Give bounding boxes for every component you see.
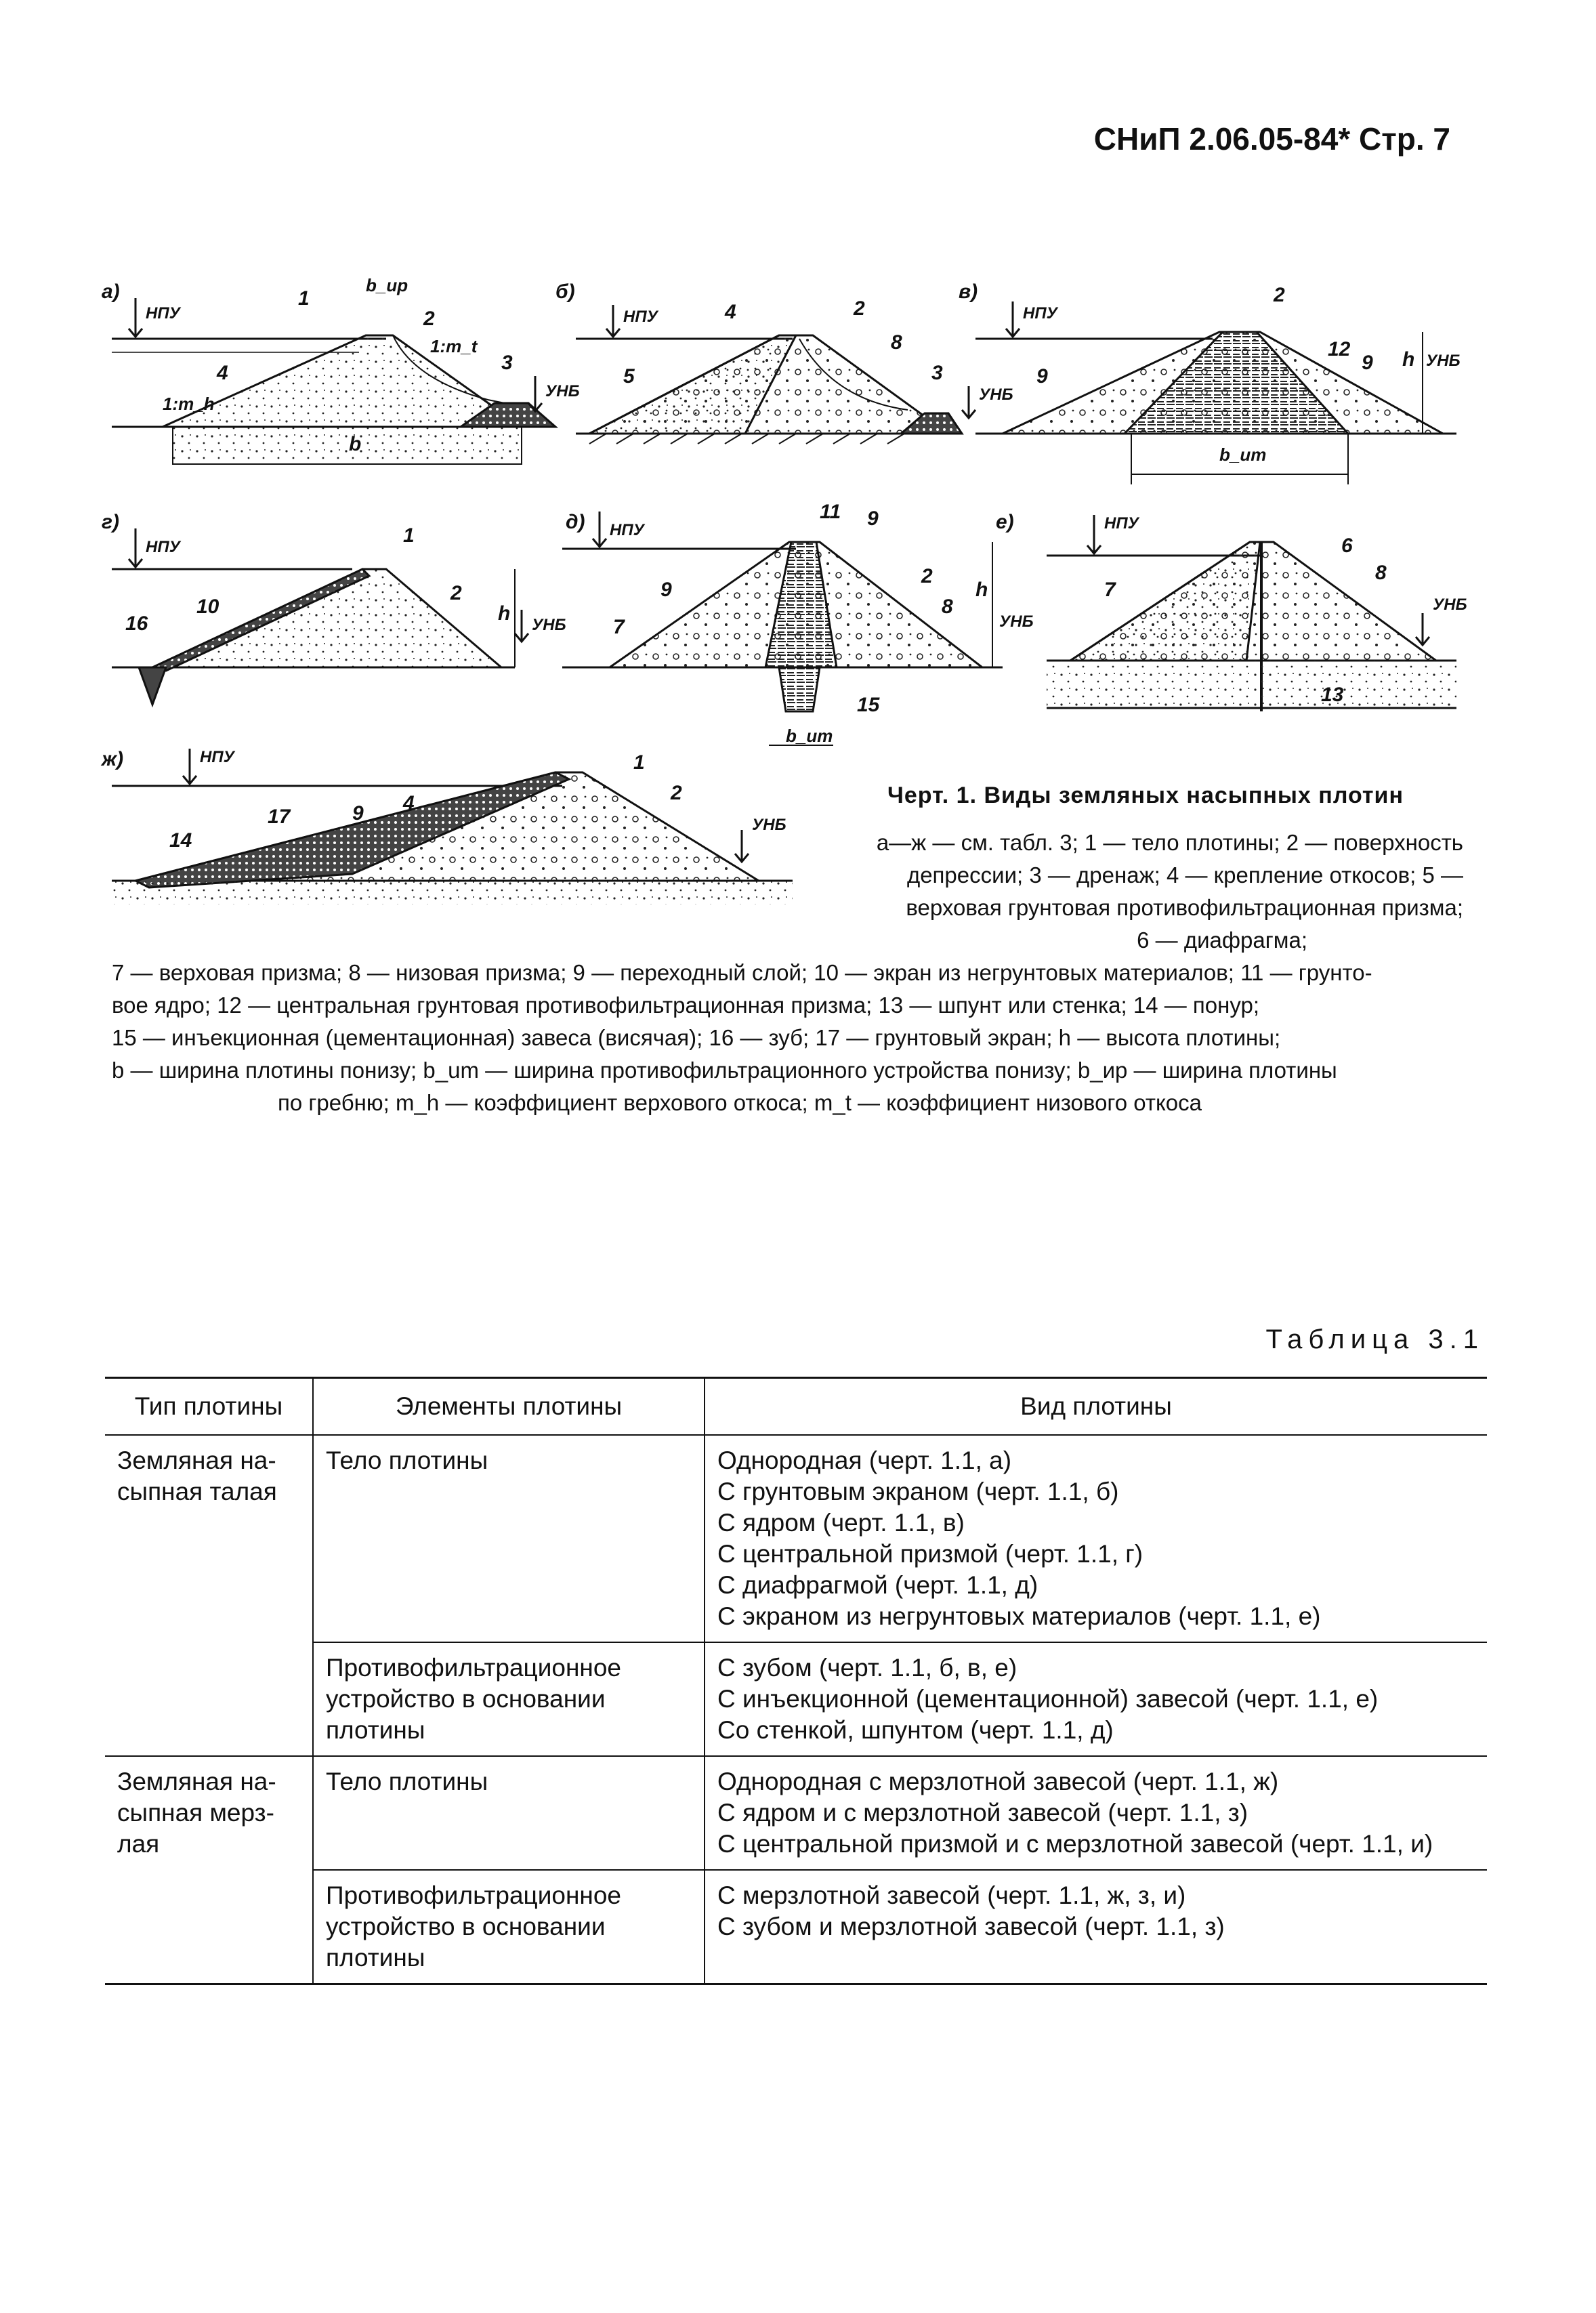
svg-text:12: 12 (1328, 338, 1351, 360)
kind-line: Однородная (черт. 1.1, а) (717, 1446, 1012, 1474)
kind-line: С инъекционной (цементационной) завесой (черт. 1.1, е) (717, 1685, 1379, 1713)
svg-text:1: 1 (633, 751, 645, 774)
svg-text:2: 2 (854, 297, 865, 320)
svg-text:6: 6 (1341, 535, 1353, 557)
svg-text:4: 4 (403, 792, 415, 814)
svg-text:УНБ: УНБ (999, 612, 1034, 631)
svg-text:НПУ: НПУ (1023, 304, 1057, 322)
svg-text:4: 4 (217, 362, 228, 384)
element-cell: Противофильтрационное устройство в основании плотины (313, 1870, 705, 1984)
svg-text:h: h (498, 602, 511, 625)
panel-d-letter: д) (566, 511, 585, 533)
svg-text:НПУ: НПУ (623, 308, 658, 326)
kind-line: Со стенкой, шпунтом (черт. 1.1, д) (717, 1716, 1114, 1744)
kind-cell (705, 1870, 1487, 1984)
kind-line: С мерзлотной завесой (черт. 1.1, ж, з, и) (717, 1881, 1186, 1909)
svg-text:16: 16 (125, 612, 148, 635)
svg-text:УНБ: УНБ (1426, 352, 1461, 370)
page-header: СНиП 2.06.05-84* Стр. 7 (1093, 121, 1450, 157)
svg-text:10: 10 (196, 596, 219, 618)
element-cell: Тело плотины (313, 1435, 705, 1642)
panel-d (562, 512, 1003, 745)
legend-line: а—ж — см. табл. 3; 1 — тело плотины; 2 — поверхность (876, 830, 1463, 855)
svg-text:b_um: b_um (1219, 444, 1267, 465)
svg-text:13: 13 (1321, 684, 1344, 706)
svg-text:4: 4 (725, 301, 736, 323)
kind-line: С центральной призмой и с мерзлотной завесой (черт. 1.1, и) (717, 1830, 1433, 1858)
panel-a (112, 298, 555, 464)
svg-text:9: 9 (660, 579, 672, 601)
panel-g-letter: г) (102, 511, 120, 533)
svg-text:7: 7 (1104, 579, 1116, 601)
svg-text:h: h (975, 579, 988, 601)
element-cell: Противофильтрационное устройство в основании плотины (313, 1642, 705, 1756)
svg-text:5: 5 (623, 365, 635, 388)
dam-types-table (105, 1377, 1487, 1985)
table-label: Таблица 3.1 (1265, 1325, 1484, 1354)
legend-line: по гребню; m_h — коэффициент верхового откоса; m_t — коэффициент низового откоса (278, 1090, 1202, 1115)
svg-text:УНБ: УНБ (979, 386, 1013, 404)
svg-text:2: 2 (450, 582, 462, 604)
svg-text:НПУ: НПУ (200, 748, 234, 766)
panel-v (975, 301, 1456, 484)
header-kind: Вид плотины (705, 1378, 1487, 1436)
panel-e-letter: е) (996, 511, 1014, 533)
svg-text:9: 9 (1036, 365, 1048, 388)
svg-text:11: 11 (820, 501, 841, 523)
legend-line: b — ширина плотины понизу; b_um — ширина противофильтрационного устройства понизу; b_ир — ширина плотины (112, 1058, 1337, 1083)
kind-cell (705, 1642, 1487, 1756)
kind-line: Однородная с мерзлотной завесой (черт. 1.1, ж) (717, 1768, 1279, 1795)
dam-figures (0, 0, 1596, 962)
svg-text:9: 9 (1362, 352, 1373, 374)
legend-line: 15 — инъекционная (цементационная) завеса (висячая); 16 — зуб; 17 — грунтовый экран; h — высота плотины; (112, 1025, 1281, 1050)
element-cell: Тело плотины (313, 1756, 705, 1870)
kind-line: С грунтовым экраном (черт. 1.1, б) (717, 1478, 1119, 1505)
legend-line: 7 — верховая призма; 8 — низовая призма; 9 — переходный слой; 10 — экран из негрунтовых материалов; 11 — грунто- (112, 960, 1372, 985)
svg-text:1:m_h: 1:m_h (163, 394, 215, 414)
header-elements: Элементы плотины (313, 1378, 705, 1436)
legend-line: 6 — диафрагма; (1137, 928, 1307, 953)
kind-line: С зубом и мерзлотной завесой (черт. 1.1, з) (717, 1913, 1225, 1940)
svg-text:8: 8 (891, 331, 902, 354)
svg-text:8: 8 (942, 596, 953, 618)
svg-text:7: 7 (613, 616, 625, 638)
kind-line: С ядром и с мерзлотной завесой (черт. 1.1, з) (717, 1799, 1248, 1827)
panel-a-letter: а) (102, 280, 120, 303)
svg-text:b: b (349, 433, 362, 455)
svg-text:НПУ: НПУ (610, 521, 644, 539)
svg-text:17: 17 (268, 806, 291, 828)
panel-e (1047, 515, 1456, 711)
svg-text:1: 1 (403, 524, 415, 547)
svg-text:1:m_t: 1:m_t (430, 336, 478, 356)
panel-zh (112, 749, 793, 904)
table-header-row (105, 1378, 1487, 1436)
kind-line: С ядром (черт. 1.1, в) (717, 1509, 965, 1537)
svg-text:9: 9 (352, 802, 364, 825)
svg-text:3: 3 (501, 352, 513, 374)
figure-caption-title: Черт. 1. Виды земляных насыпных плотин (887, 783, 1404, 808)
table-row (105, 1435, 1487, 1642)
svg-text:УНБ: УНБ (752, 816, 786, 834)
panel-v-letter: в) (959, 280, 978, 303)
svg-text:8: 8 (1375, 562, 1387, 584)
svg-text:3: 3 (931, 362, 943, 384)
svg-text:9: 9 (867, 507, 879, 530)
svg-text:УНБ: УНБ (545, 382, 580, 400)
panel-b-letter: б) (555, 280, 575, 303)
svg-text:НПУ: НПУ (1104, 514, 1139, 533)
svg-text:14: 14 (169, 829, 192, 852)
dam-type-cell: Земляная на- сыпная талая (105, 1435, 313, 1756)
table-row (105, 1756, 1487, 1870)
svg-text:h: h (1402, 348, 1415, 371)
legend-line: вое ядро; 12 — центральная грунтовая противофильтрационная призма; 13 — шпунт или стенка; 14 — понур; (112, 993, 1260, 1018)
svg-text:b_ир: b_ир (366, 275, 408, 295)
legend-line: верховая грунтовая противофильтрационная призма; (906, 895, 1463, 920)
panel-zh-letter: ж) (102, 748, 124, 770)
kind-cell (705, 1756, 1487, 1870)
svg-text:УНБ: УНБ (1433, 596, 1467, 614)
svg-text:15: 15 (857, 694, 880, 716)
kind-line: С центральной призмой (черт. 1.1, г) (717, 1540, 1143, 1568)
kind-line: С зубом (черт. 1.1, б, в, е) (717, 1654, 1017, 1682)
kind-cell (705, 1435, 1487, 1642)
dam-type-cell: Земляная на- сыпная мерз- лая (105, 1756, 313, 1984)
svg-text:НПУ: НПУ (146, 538, 180, 556)
svg-text:2: 2 (921, 565, 933, 587)
legend-line: депрессии; 3 — дренаж; 4 — крепление откосов; 5 — (906, 862, 1463, 888)
svg-text:2: 2 (423, 308, 435, 330)
svg-text:1: 1 (298, 287, 310, 310)
svg-text:НПУ: НПУ (146, 304, 180, 322)
header-type: Тип плотины (105, 1378, 313, 1436)
kind-line: С диафрагмой (черт. 1.1, д) (717, 1571, 1038, 1599)
svg-text:2: 2 (671, 782, 682, 804)
svg-text:УНБ: УНБ (532, 616, 566, 634)
svg-text:2: 2 (1274, 284, 1285, 306)
kind-line: С экраном из негрунтовых материалов (черт. 1.1, е) (717, 1602, 1321, 1630)
svg-text:b_um: b_um (786, 726, 833, 746)
